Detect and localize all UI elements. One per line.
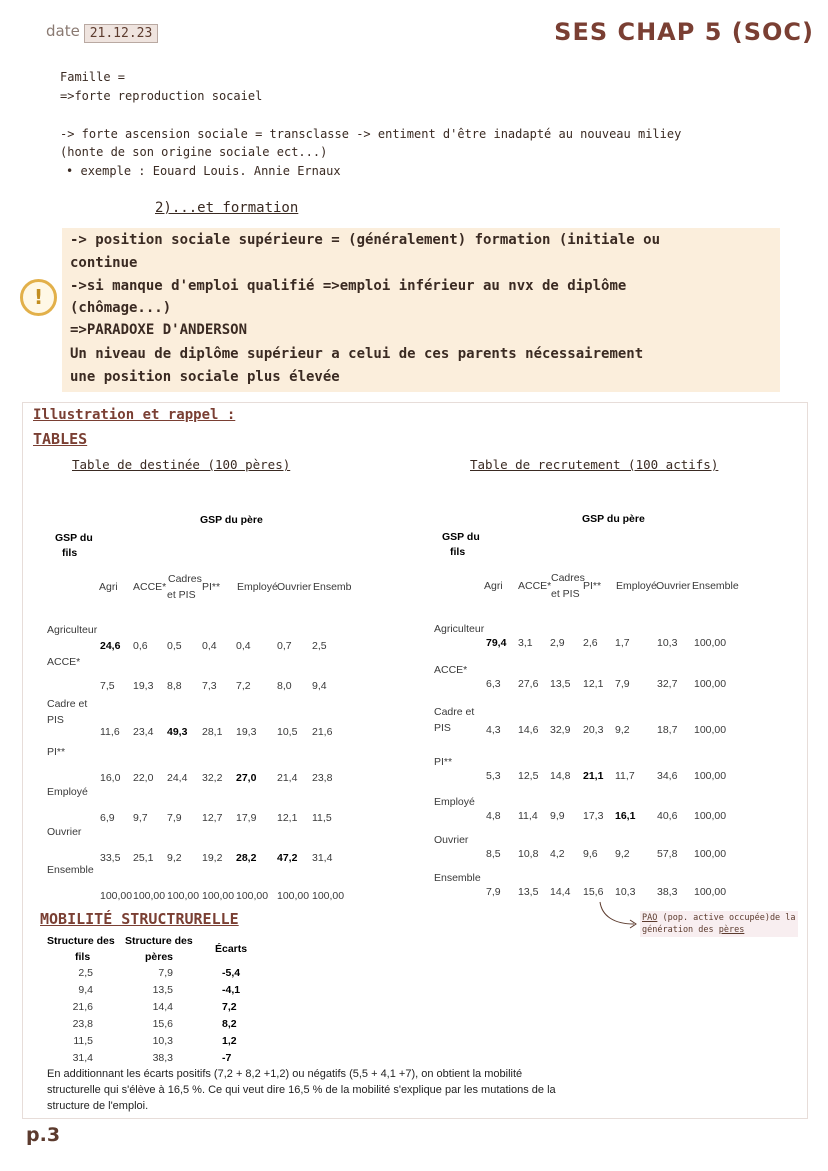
recrutement-col-employe: Employé <box>616 580 657 592</box>
annotation-peres: pères <box>718 925 745 935</box>
destinee-row-label: PI** <box>47 746 66 758</box>
tables-title: TABLES <box>33 430 88 448</box>
date-value: 21.12.23 <box>84 24 158 43</box>
recrutement-cell: 9,9 <box>550 810 565 822</box>
destinee-cell: 16,0 <box>100 772 121 784</box>
destinee-group-header: GSP du père <box>200 514 263 526</box>
note-line-honte: (honte de son origine sociale ect...) <box>60 145 328 159</box>
destinee-cell: 19,2 <box>202 852 223 864</box>
recrutement-cell: 14,4 <box>550 886 571 898</box>
recrutement-cell: 100,00 <box>694 810 727 822</box>
mobilite-header-ecarts: Écarts <box>215 943 248 955</box>
mobilite-header-peres-2: pères <box>145 951 174 963</box>
note-bullet-exemple <box>66 164 341 178</box>
destinee-row-label: Ensemble <box>47 864 94 876</box>
recrutement-cell: 2,9 <box>550 637 565 649</box>
destinee-cell: 6,9 <box>100 812 115 824</box>
destinee-cell: 0,6 <box>133 640 148 652</box>
destinee-col-cadres-2: et PIS <box>167 589 196 601</box>
section-title: 2)...et formation <box>155 200 299 216</box>
mobilite-cell-ecart: 8,2 <box>222 1018 237 1030</box>
mobilite-cell-fils: 23,8 <box>72 1018 93 1030</box>
recrutement-cell: 12,1 <box>583 678 604 690</box>
recrutement-cell: 3,1 <box>518 637 533 649</box>
mobilite-cell-fils: 2,5 <box>78 967 93 979</box>
mobilite-cell-fils: 21,6 <box>72 1001 93 1013</box>
destinee-cell: 31,4 <box>312 852 333 864</box>
page-title: SES CHAP 5 (SOC) <box>554 18 814 46</box>
destinee-cell: 49,3 <box>167 726 188 738</box>
bullet-text: exemple : Eouard Louis. Annie Ernaux <box>80 164 341 178</box>
destinee-col-ouvrier: Ouvrier <box>277 581 312 593</box>
recrutement-cell: 100,00 <box>694 678 727 690</box>
mobilite-header-fils-1: Structure des <box>47 935 115 947</box>
recrutement-cell: 1,7 <box>615 637 630 649</box>
destinee-cell: 32,2 <box>202 772 223 784</box>
recrutement-row-label: Ouvrier <box>434 834 469 846</box>
destinee-col-agri: Agri <box>99 581 118 593</box>
recrutement-cell: 17,3 <box>583 810 604 822</box>
destinee-cell: 9,2 <box>167 852 182 864</box>
mobilite-cell-peres: 15,6 <box>152 1018 173 1030</box>
destinee-cell: 8,8 <box>167 680 182 692</box>
destinee-cell: 23,8 <box>312 772 333 784</box>
recrutement-col-pi: PI** <box>583 580 602 592</box>
mobilite-title: MOBILITÉ STRUCTRURELLE <box>40 910 239 928</box>
destinee-cell: 7,5 <box>100 680 115 692</box>
destinee-row-label: Employé <box>47 786 88 798</box>
destinee-cell: 100,00 <box>100 890 133 902</box>
recrutement-cell: 100,00 <box>694 770 727 782</box>
recrutement-cell: 11,4 <box>518 810 538 822</box>
recrutement-col-cadres: Cadres <box>551 572 585 584</box>
recrutement-cell: 27,6 <box>518 678 539 690</box>
destinee-cell: 7,9 <box>167 812 182 824</box>
recrutement-cell: 8,5 <box>486 848 501 860</box>
recrutement-row-label: Agriculteur <box>434 623 485 635</box>
highlight-line-3: ->si manque d'emploi qualifié =>emploi inférieur au nvx de diplôme <box>70 278 627 294</box>
recrutement-cell: 4,8 <box>486 810 501 822</box>
recrutement-cell: 20,3 <box>583 724 604 736</box>
destinee-col-cadres: Cadres <box>168 573 202 585</box>
destinee-cell: 9,4 <box>312 680 327 692</box>
recrutement-cell: 32,7 <box>657 678 678 690</box>
recrutement-row-label: PI** <box>434 756 453 768</box>
page-number: p.3 <box>26 1124 61 1146</box>
destinee-cell: 100,00 <box>167 890 200 902</box>
destinee-cell: 25,1 <box>133 852 154 864</box>
destinee-cell: 23,4 <box>133 726 154 738</box>
recrutement-cell: 5,3 <box>486 770 501 782</box>
destinee-cell: 47,2 <box>277 852 298 864</box>
destinee-cell: 0,4 <box>236 640 251 652</box>
destinee-cell: 19,3 <box>236 726 257 738</box>
note-line-reproduction: =>forte reproduction socaiel <box>60 89 263 103</box>
destinee-cell: 100,00 <box>236 890 269 902</box>
destinee-cell: 7,2 <box>236 680 251 692</box>
destinee-row-label: PIS <box>47 714 64 726</box>
recrutement-title: Table de recrutement (100 actifs) <box>470 457 719 472</box>
destinee-cell: 22,0 <box>133 772 154 784</box>
recrutement-row-label: PIS <box>434 722 451 734</box>
recrutement-cell: 100,00 <box>694 724 727 736</box>
recrutement-cell: 100,00 <box>694 848 727 860</box>
warning-icon: ! <box>20 279 57 316</box>
mobilite-cell-fils: 9,4 <box>78 984 93 996</box>
destinee-cell: 10,5 <box>277 726 298 738</box>
recrutement-cell: 21,1 <box>583 770 604 782</box>
destinee-cell: 28,1 <box>202 726 223 738</box>
destinee-cell: 21,6 <box>312 726 333 738</box>
recrutement-col-ensemble: Ensemble <box>692 580 739 592</box>
recrutement-cell: 16,1 <box>615 810 636 822</box>
recrutement-group-header: GSP du père <box>582 513 645 525</box>
mobilite-header-fils-2: fils <box>75 951 91 963</box>
destinee-cell: 0,7 <box>277 640 292 652</box>
recrutement-cell: 40,6 <box>657 810 678 822</box>
recrutement-cell: 12,5 <box>518 770 539 782</box>
destinee-cell: 12,1 <box>277 812 298 824</box>
annotation-pao: PAO <box>642 913 658 923</box>
highlight-line-5: =>PARADOXE D'ANDERSON <box>70 322 248 338</box>
annotation-arrow-icon <box>594 900 644 930</box>
destinee-row-header-2: fils <box>62 547 78 559</box>
recrutement-row-label: Employé <box>434 796 475 808</box>
mobilite-cell-peres: 38,3 <box>152 1052 173 1064</box>
recrutement-cell: 100,00 <box>694 637 727 649</box>
mobilite-cell-peres: 7,9 <box>158 967 173 979</box>
recrutement-col-ouvrier: Ouvrier <box>656 580 691 592</box>
destinee-cell: 21,4 <box>277 772 298 784</box>
date-label: date <box>46 22 80 40</box>
mobilite-cell-peres: 14,4 <box>152 1001 173 1013</box>
recrutement-cell: 9,2 <box>615 848 630 860</box>
destinee-title: Table de destinée (100 pères) <box>72 457 291 472</box>
destinee-row-label: Agriculteur <box>47 624 98 636</box>
mobilite-header-peres-1: Structure des <box>125 935 193 947</box>
recrutement-row-header-1: GSP du <box>442 531 480 543</box>
recrutement-cell: 9,2 <box>615 724 630 736</box>
recrutement-cell: 38,3 <box>657 886 678 898</box>
recrutement-cell: 14,8 <box>550 770 571 782</box>
recrutement-cell: 10,3 <box>615 886 636 898</box>
destinee-cell: 100,00 <box>133 890 166 902</box>
annotation-text: (pop. active occupée)de la génération des <box>642 913 796 935</box>
recrutement-cell: 15,6 <box>583 886 604 898</box>
recrutement-row-label: Cadre et <box>434 706 475 718</box>
recrutement-col-acce: ACCE* <box>518 580 552 592</box>
destinee-cell: 100,00 <box>202 890 235 902</box>
destinee-cell: 12,7 <box>202 812 223 824</box>
note-line-famille: Famille = <box>60 70 126 84</box>
highlight-line-1: -> position sociale supérieure = (généralement) formation (initiale ou <box>70 232 661 248</box>
recrutement-cell: 18,7 <box>657 724 678 736</box>
recrutement-cell: 7,9 <box>615 678 630 690</box>
recrutement-cell: 100,00 <box>694 886 727 898</box>
recrutement-cell: 10,8 <box>518 848 539 860</box>
recrutement-cell: 4,3 <box>486 724 501 736</box>
highlight-line-7: une position sociale plus élevée <box>70 369 340 385</box>
recrutement-cell: 79,4 <box>486 637 507 649</box>
mobilite-cell-ecart: -5,4 <box>222 967 241 979</box>
mobilite-cell-ecart: 7,2 <box>222 1001 237 1013</box>
recrutement-cell: 13,5 <box>550 678 571 690</box>
note-line-ascension: -> forte ascension sociale = transclasse -> entiment d'être inadapté au nouveau miliey <box>60 127 682 141</box>
destinee-cell: 0,5 <box>167 640 182 652</box>
recrutement-row-header-2: fils <box>450 546 466 558</box>
recrutement-cell: 34,6 <box>657 770 678 782</box>
destinee-cell: 7,3 <box>202 680 217 692</box>
destinee-row-header-1: GSP du <box>55 532 93 544</box>
destinee-cell: 28,2 <box>236 852 257 864</box>
mobilite-cell-ecart: -4,1 <box>222 984 241 996</box>
recrutement-cell: 2,6 <box>583 637 598 649</box>
mobilite-cell-peres: 13,5 <box>152 984 173 996</box>
destinee-cell: 27,0 <box>236 772 257 784</box>
recrutement-cell: 13,5 <box>518 886 539 898</box>
destinee-cell: 9,7 <box>133 812 148 824</box>
destinee-cell: 2,5 <box>312 640 327 652</box>
recrutement-row-label: ACCE* <box>434 664 468 676</box>
destinee-cell: 11,5 <box>312 812 332 824</box>
destinee-cell: 17,9 <box>236 812 257 824</box>
recrutement-cell: 14,6 <box>518 724 539 736</box>
destinee-cell: 0,4 <box>202 640 217 652</box>
recrutement-cell: 32,9 <box>550 724 571 736</box>
recrutement-cell: 9,6 <box>583 848 598 860</box>
highlight-line-6: Un niveau de diplôme supérieur a celui de ces parents nécessairement <box>70 346 644 362</box>
destinee-col-acce: ACCE* <box>133 581 167 593</box>
mobilite-cell-ecart: -7 <box>222 1052 232 1064</box>
recrutement-col-cadres-2: et PIS <box>551 588 580 600</box>
recrutement-row-label: Ensemble <box>434 872 481 884</box>
destinee-cell: 8,0 <box>277 680 292 692</box>
mobilite-cell-fils: 11,5 <box>73 1035 93 1047</box>
recrutement-cell: 4,2 <box>550 848 565 860</box>
recrutement-cell: 57,8 <box>657 848 678 860</box>
destinee-cell: 100,00 <box>277 890 310 902</box>
destinee-cell: 33,5 <box>100 852 121 864</box>
destinee-cell: 100,00 <box>312 890 345 902</box>
mobilite-cell-fils: 31,4 <box>72 1052 93 1064</box>
recrutement-cell: 7,9 <box>486 886 501 898</box>
mobilite-cell-ecart: 1,2 <box>222 1035 237 1047</box>
recrutement-cell: 10,3 <box>657 637 678 649</box>
mobilite-paragraph: En additionnant les écarts positifs (7,2 + 8,2 +1,2) ou négatifs (5,5 + 4,1 +7), on obtient la mobilité structurelle qui s'élève à 16,5 %. Ce qui veut dire 16,5 % de la mobilité s'explique par les mutations de la structure de l'emploi. <box>47 1068 556 1112</box>
destinee-cell: 24,4 <box>167 772 188 784</box>
destinee-row-label: ACCE* <box>47 656 81 668</box>
bullet-dot-icon: • <box>66 164 74 178</box>
destinee-col-ensemble: Ensemb <box>313 581 352 593</box>
destinee-row-label: Ouvrier <box>47 826 82 838</box>
destinee-cell: 24,6 <box>100 640 121 652</box>
recrutement-col-agri: Agri <box>484 580 503 592</box>
destinee-cell: 11,6 <box>100 726 120 738</box>
destinee-cell: 19,3 <box>133 680 154 692</box>
mobilite-cell-peres: 10,3 <box>152 1035 173 1047</box>
annotation-note <box>640 911 798 937</box>
highlight-line-2: continue <box>70 255 138 271</box>
destinee-col-pi: PI** <box>202 581 221 593</box>
recrutement-cell: 6,3 <box>486 678 501 690</box>
illustration-title: Illustration et rappel : <box>33 407 236 423</box>
highlight-line-4: (chômage...) <box>70 300 172 316</box>
destinee-col-employe: Employé <box>237 581 278 593</box>
recrutement-cell: 11,7 <box>615 770 635 782</box>
destinee-row-label: Cadre et <box>47 698 88 710</box>
